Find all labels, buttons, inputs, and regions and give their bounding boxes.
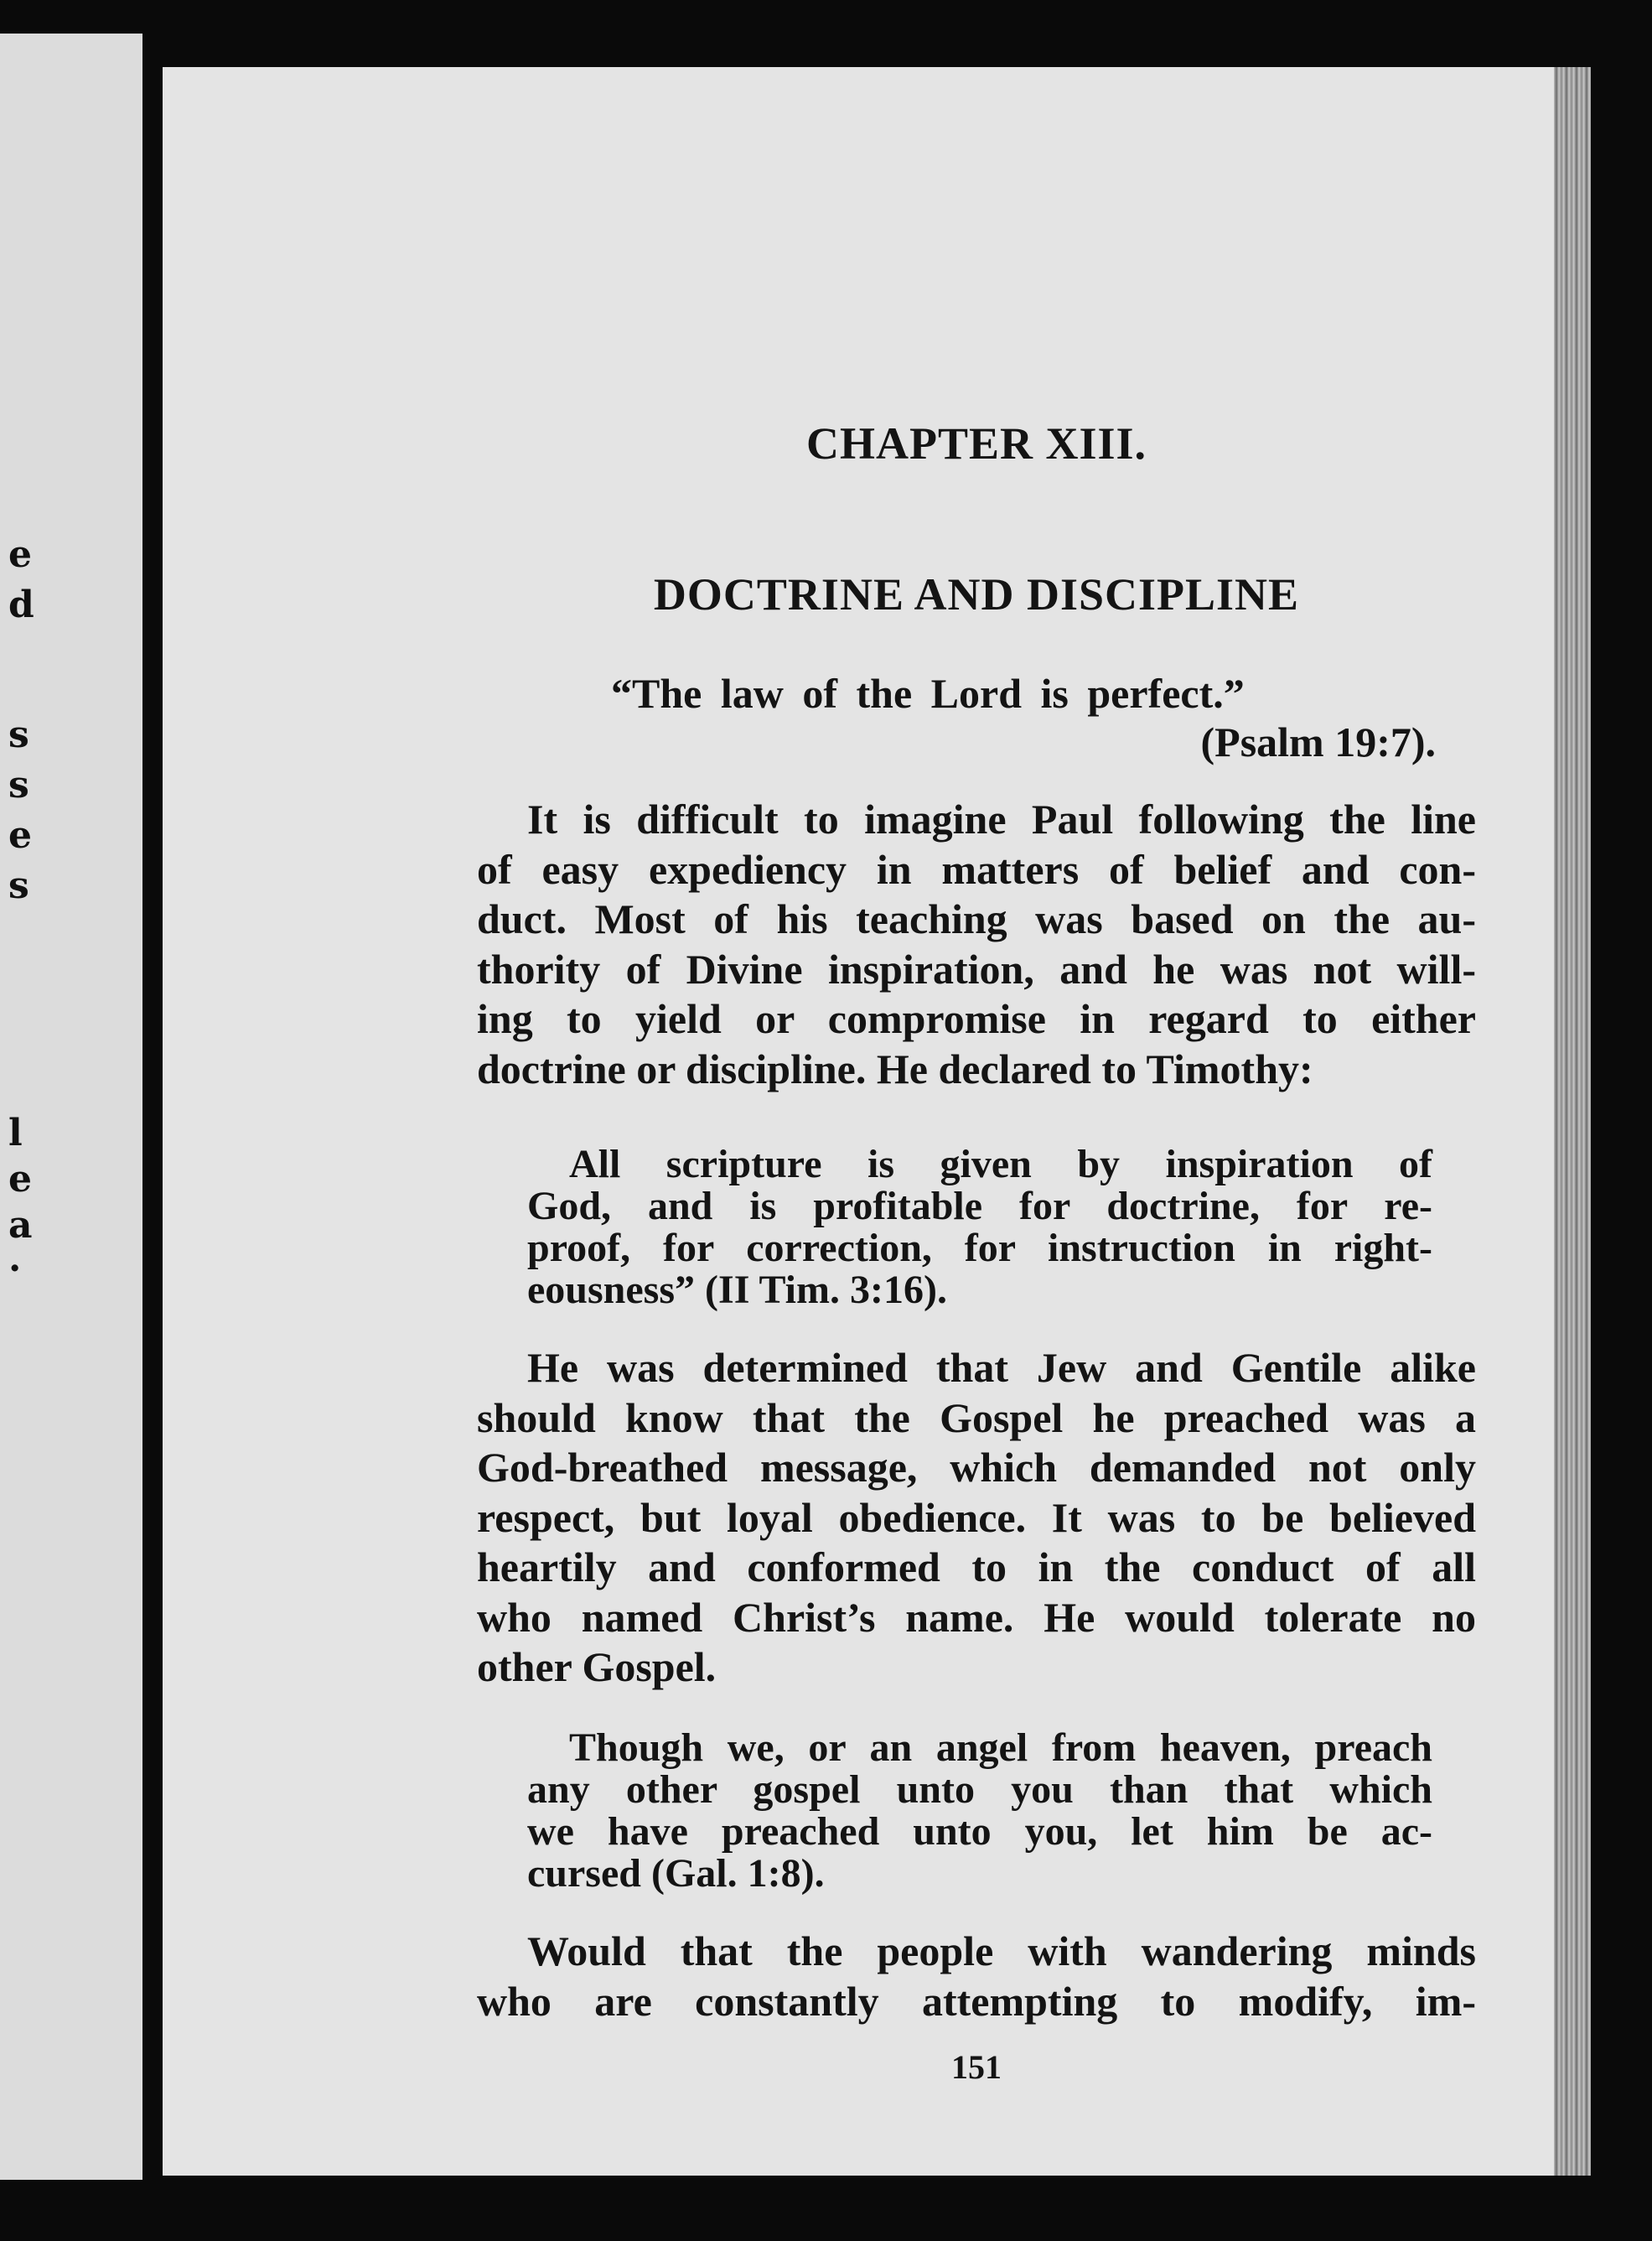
left-margin-fragment: e (8, 814, 32, 857)
text-line: heartily and conformed to in the conduct of all (477, 1543, 1476, 1590)
chapter-title: DOCTRINE AND DISCIPLINE (653, 569, 1300, 620)
text-line: All scripture is given by inspiration of (569, 1142, 1432, 1186)
left-facing-page (0, 34, 142, 2180)
body-paragraph (477, 795, 1476, 1094)
text-line: God, and is profitable for doctrine, for re- (527, 1184, 1432, 1228)
text-line: who named Christ’s name. He would tolerate no (477, 1593, 1476, 1641)
left-margin-fragment: a (8, 1204, 33, 1247)
page-number: 151 (951, 2048, 1002, 2086)
left-margin-fragment: e (8, 1158, 32, 1201)
left-margin-fragment: e (8, 533, 32, 576)
text-line: It is difficult to imagine Paul following the line (527, 796, 1476, 843)
block-quote (527, 1144, 1432, 1311)
text-line: cursed (Gal. 1:8). (527, 1851, 825, 1896)
left-margin-fragment: l (8, 1112, 23, 1154)
text-line: other Gospel. (477, 1643, 717, 1690)
text-line: eousness” (II Tim. 3:16). (527, 1268, 947, 1312)
book-gutter (142, 34, 163, 2180)
text-line: of easy expediency in matters of belief and con- (477, 845, 1476, 893)
body-paragraph (477, 1927, 1476, 2026)
text-line: Would that the people with wandering minds (527, 1927, 1476, 1974)
left-margin-fragment: d (8, 584, 34, 626)
block-quote (527, 1727, 1432, 1895)
text-line: respect, but loyal obedience. It was to be believed (477, 1493, 1476, 1541)
text-line: thority of Divine inspiration, and he was not will- (477, 945, 1476, 993)
text-line: duct. Most of his teaching was based on the au- (477, 895, 1476, 942)
epigraph-quote: “The law of the Lord is perfect.” (611, 670, 1245, 717)
text-line: should know that the Gospel he preached was a (477, 1393, 1476, 1441)
page-stack-edge (1554, 67, 1591, 2176)
book-page (163, 67, 1554, 2176)
text-line: ing to yield or compromise in regard to either (477, 995, 1476, 1042)
chapter-number: CHAPTER XIII. (805, 418, 1147, 469)
left-margin-fragment: s (8, 713, 29, 756)
text-line: we have preached unto you, let him be ac- (527, 1809, 1432, 1854)
epigraph (477, 669, 1476, 766)
text-line: Though we, or an angel from heaven, preach (569, 1725, 1432, 1770)
left-margin-fragment: s (8, 864, 29, 907)
text-line: who are constantly attempting to modify, im- (477, 1977, 1476, 2025)
text-line: He was determined that Jew and Gentile alike (527, 1344, 1476, 1391)
body-paragraph (477, 1343, 1476, 1693)
text-line: doctrine or discipline. He declared to Timothy: (477, 1045, 1313, 1092)
text-line: any other gospel unto you than that which (527, 1767, 1432, 1812)
text-line: God-breathed message, which demanded not only (477, 1444, 1476, 1491)
left-margin-fragment: . (8, 1237, 22, 1280)
left-margin-fragment: s (8, 764, 29, 807)
epigraph-citation: (Psalm 19:7). (1200, 718, 1436, 765)
text-line: proof, for correction, for instruction in right- (527, 1226, 1432, 1270)
